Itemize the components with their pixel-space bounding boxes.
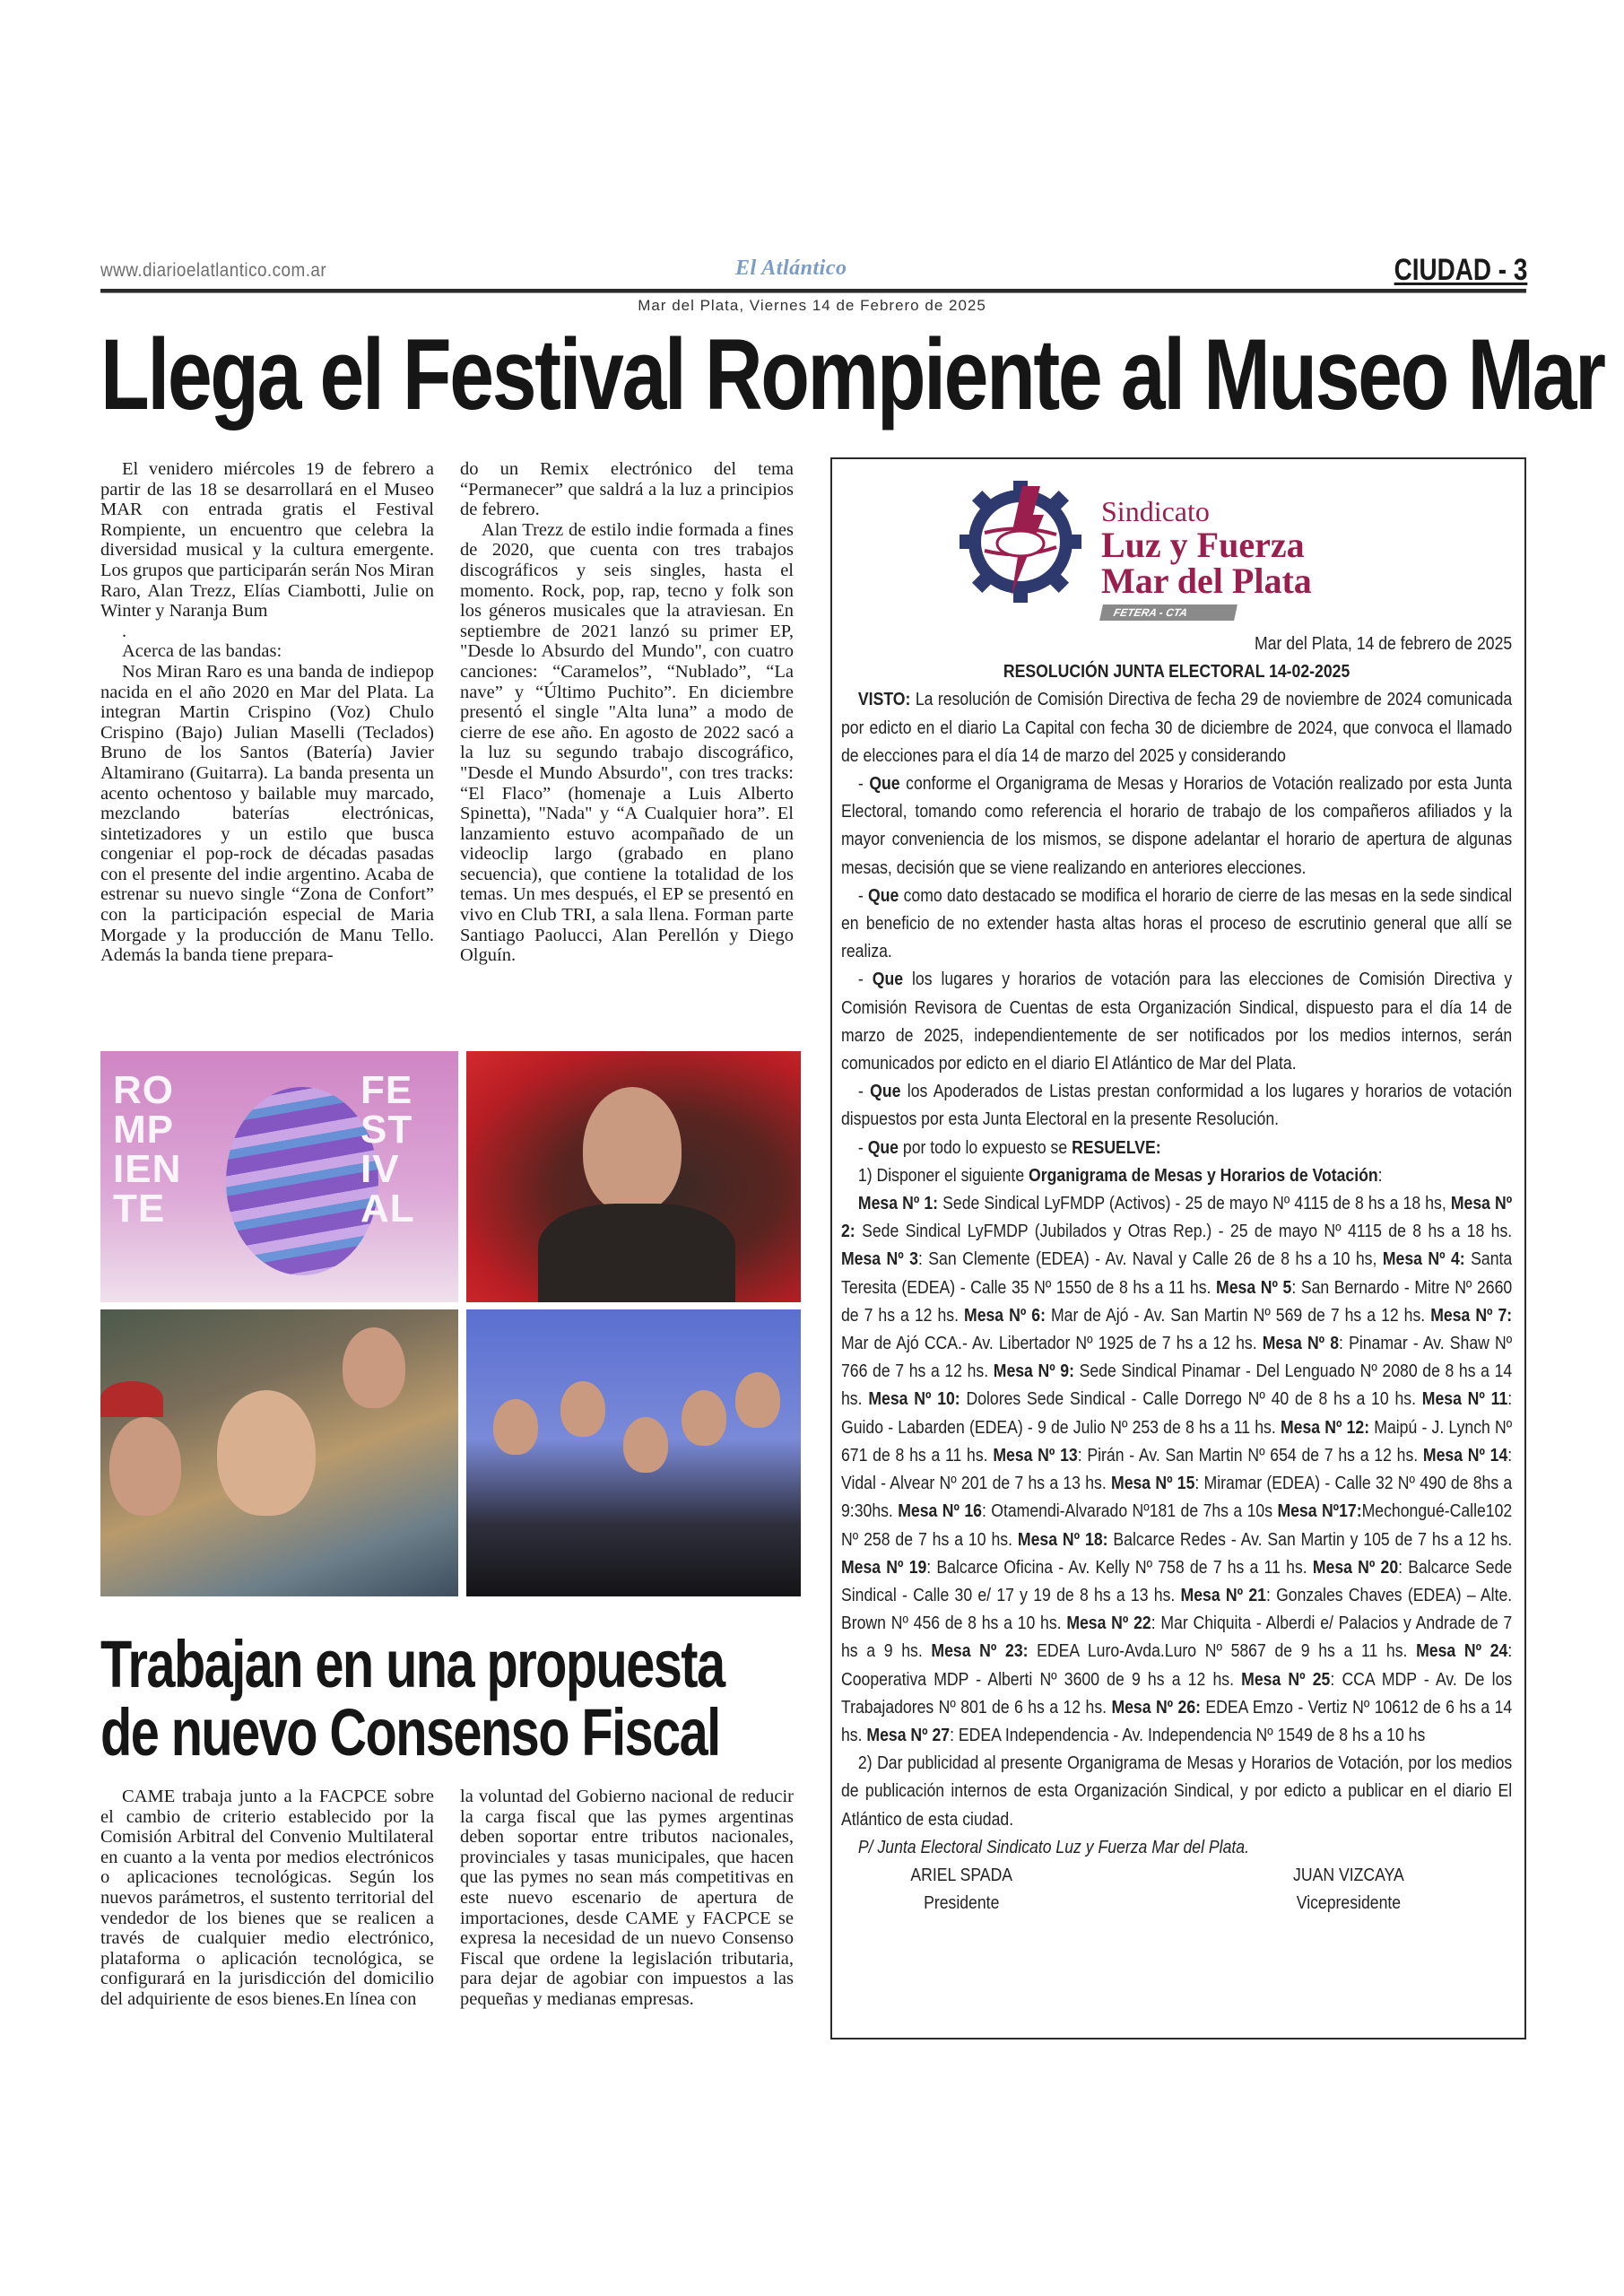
- paragraph: Nos Miran Raro es una banda de indiepop nacida en el año 2020 en Mar del Plata. La integran Martin Crispino (Voz) Chulo Crispino (Bajo) Julian Maselli (Teclados) Bruno de los Santos (Batería) Javier Altamirano (Guitarra). La banda presenta un acento ochentoso y bailable muy marcado, mezclando baterías electrónicas, sintetizadores y un estilo que busca congeniar el pop-rock de décadas pasadas con el presente del indie argentino. Acaba de estrenar su nuevo single “Zona de Confort” con la participación especial de Maria Morgade y la producción de Manu Tello. Además la banda tiene prepara-: [100, 661, 434, 966]
- mesa-label: Mesa Nº 3: [841, 1248, 918, 1270]
- article2-headline: [100, 1627, 725, 1770]
- mesa-label: Mesa Nº 12:: [1280, 1416, 1370, 1438]
- considerando-paragraph: - Que conforme el Organigrama de Mesas y Horarios de Votación realizado por esta Junta Electoral, tomando como referencia el horario de trabajo de los compañeros afiliados y la mayor conveniencia de los mismos, se dispone adelantar el horario de apertura de algunas mesas, decisión que se viene realizando en anteriores elecciones.: [841, 773, 1513, 878]
- band-group-photo-image: [466, 1309, 801, 1596]
- mesa-label: Mesa Nº 25: [1241, 1668, 1331, 1690]
- considerando-paragraph: - Que como dato destacado se modifica el horario de cierre de las mesas en la sede sindical en beneficio de no extender hasta altas horas el proceso de escrutinio general que allí se realiza.: [841, 884, 1513, 962]
- que-label: Que: [867, 1136, 899, 1158]
- mesa-label: Mesa Nº 18:: [1017, 1528, 1108, 1550]
- mesa-details: : Gonzales Chaves (EDEA) – Alte. Brown Nº 456 de 8 hs a 10 hs.: [841, 1584, 1513, 1634]
- poster-word: AL: [360, 1187, 415, 1231]
- paragraph: CAME trabaja junto a la FACPCE sobre el cambio de criterio establecido por la Comisión Arbitral del Convenio Multilateral en cuanto a la venta por medios electrónicos o aplicaciones tecnológicas. Según los nuevos parámetros, el sustento territorial del vendedor de los bienes que se realicen a través de cualquier medio electrónico, plataforma o aplicación tecnológica, se configurará en la jurisdicción del domicilio del adquiriente de esos bienes.En línea con: [100, 1787, 434, 2009]
- visto-label: VISTO:: [857, 689, 911, 710]
- legal-notice-box: [830, 457, 1526, 2039]
- mesa-label: Mesa Nº 15: [1111, 1473, 1195, 1494]
- mesa-label: Mesa Nº 7:: [1430, 1304, 1513, 1326]
- mesa-label: Mesa Nº 8: [1262, 1333, 1340, 1354]
- gear-handshake-icon: [958, 479, 1083, 604]
- mesa-label: Mesa Nº 21: [1180, 1584, 1266, 1605]
- mesa-details: Maipú - J. Lynch Nº 671 de 8 hs a 11 hs.: [841, 1416, 1513, 1465]
- signature-line: P/ Junta Electoral Sindicato Luz y Fuerza Mar del Plata.: [857, 1836, 1249, 1857]
- section-page-label: CIUDAD - 3: [1394, 253, 1527, 287]
- signatories: [841, 1861, 1512, 1917]
- signatory: [910, 1861, 1012, 1917]
- mesa-details: : Mar Chiquita - Alberdi e/ Palacios y Andrade de 7 hs a 9 hs.: [841, 1613, 1513, 1662]
- article-column-1: [100, 459, 434, 966]
- newspaper-logo: El Atlántico: [735, 257, 847, 280]
- union-name: [1101, 495, 1312, 599]
- mesa-details: Dolores Sede Sindical - Calle Dorrego Nº 40 de 8 hs a 10 hs.: [960, 1388, 1416, 1410]
- mesa-details: Balcarce Redes - Av. San Martin y 105 de 7 hs a 12 hs.: [1107, 1528, 1513, 1550]
- paragraph: do un Remix electrónico del tema “Permanecer” que saldrá a la luz a principios de febrero.: [460, 459, 794, 520]
- resolution-title: RESOLUCIÓN JUNTA ELECTORAL 14-02-2025: [1003, 661, 1350, 683]
- mesa-label: Mesa Nº 23:: [931, 1640, 1029, 1662]
- article-headline: Llega el Festival Rompiente al Museo Mar: [100, 318, 1604, 430]
- band-member-face: [623, 1417, 668, 1473]
- mesa-details: : San Bernardo - Mitre Nº 2660 de 7 hs a 12 hs.: [841, 1276, 1513, 1326]
- mesa-details: Sede Sindical LyFMDP (Activos) - 25 de mayo Nº 4115 de 8 hs a 18 hs,: [938, 1193, 1446, 1214]
- band-photo-image: [100, 1309, 458, 1596]
- band-member-face: [735, 1372, 780, 1428]
- mesa-label: Mesa Nº 11: [1421, 1388, 1508, 1410]
- mesa-label: Mesa Nº 6:: [964, 1304, 1046, 1326]
- visto-paragraph: [841, 685, 1512, 770]
- mesa-details: Mechongué-Calle102 Nº 258 de 7 hs a 10 hs.: [841, 1500, 1513, 1550]
- portrait-face: [583, 1087, 682, 1213]
- mesa-details: Santa Teresita (EDEA) - Calle 35 Nº 1550 de 8 hs a 11 hs.: [841, 1248, 1513, 1298]
- considerando-paragraph: - Que los lugares y horarios de votación para las elecciones de Comisión Directiva y Comisión Revisora de Cuentas de esta Organización Sindical, dispuesto para el día 14 de marzo de 2025, independientemente de ser notificados por los medios internos, serán comunicados por edicto en el diario El Atlántico de Mar del Plata.: [841, 969, 1513, 1074]
- paragraph: El venidero miércoles 19 de febrero a partir de las 18 se desarrollará en el Museo MAR con entrada gratis el Festival Rompiente, un encuentro que celebra la diversidad musical y la cultura emergente. Los grupos que participarán serán Nos Miran Raro, Alan Trezz, Elías Ciambotti, Julie on Winter y Naranja Bum: [100, 459, 434, 622]
- festival-poster-image: [100, 1051, 458, 1302]
- mesa-details: : Cooperativa MDP - Alberti Nº 3600 de 9 hs a 12 hs.: [841, 1640, 1513, 1690]
- que-label: Que: [872, 969, 904, 990]
- site-url[interactable]: www.diarioelatlantico.com.ar: [100, 260, 327, 281]
- mesa-details: Sede Sindical Pinamar - Del Lenguado Nº 2080 de 8 hs a 14 hs.: [841, 1361, 1513, 1410]
- mesa-details: Mar de Ajó - Av. San Martin Nº 569 de 7 hs a 12 hs.: [1045, 1304, 1426, 1326]
- mesa-label: Mesa Nº 1:: [857, 1193, 939, 1214]
- poster-word: IEN: [113, 1147, 182, 1191]
- resuelve-paragraph: - Que por todo lo expuesto se RESUELVE:: [857, 1136, 1161, 1158]
- poster-word: MP: [113, 1108, 174, 1152]
- union-name-line: Sindicato: [1101, 495, 1210, 527]
- poster-word: FE: [360, 1068, 413, 1112]
- poster-word: IV: [360, 1147, 400, 1191]
- red-beanie: [100, 1381, 163, 1417]
- mesa-label: Mesa Nº 26:: [1111, 1696, 1202, 1718]
- mesa-details: : Miramar (EDEA) - Calle 32 Nº 490 de 8hs a 9:30hs.: [841, 1473, 1513, 1522]
- mesa-details: : Guido - Labarden (EDEA) - 9 de Julio Nº 253 de 8 hs a 11 hs.: [841, 1388, 1513, 1438]
- band-member-face: [682, 1390, 726, 1446]
- mesa-label: Mesa Nº 24: [1416, 1640, 1508, 1662]
- union-name-line: Mar del Plata: [1101, 561, 1312, 601]
- union-logo: [958, 479, 1460, 619]
- mesa-details: : Balcarce Oficina - Av. Kelly Nº 758 de 7 hs a 11 hs.: [926, 1556, 1307, 1578]
- item-text: :: [1377, 1164, 1383, 1186]
- resuelve-text: por todo lo expuesto se: [898, 1136, 1073, 1158]
- considerando-text: los lugares y horarios de votación para las elecciones de Comisión Directiva y Comisión Revisora de Cuentas de esta Organización Sindical, dispuesto para el día 14 de marzo de 2025, independientemente de ser notificados por los medios internos, serán comunicados por edicto en el diario El Atlántico de Mar del Plata.: [841, 969, 1513, 1074]
- mesa-details: : San Clemente (EDEA) - Av. Naval y Calle 26 de 8 hs a 10 hs,: [917, 1248, 1377, 1270]
- que-label: Que: [870, 1081, 901, 1102]
- mesa-label: Mesa Nº 9:: [993, 1361, 1074, 1382]
- considerando-text: los Apoderados de Listas prestan conformidad a los lugares y horarios de votación dispuestos por esta Junta Electoral en la presente Resolución.: [841, 1081, 1513, 1130]
- considerando-text: como dato destacado se modifica el horario de cierre de las mesas en la sede sindical en beneficio de no extender hasta altas horas el proceso de escrutinio general que allí se realiza.: [841, 884, 1513, 962]
- resolution-text: [841, 630, 1512, 1917]
- headline-line: de nuevo Consenso Fiscal: [100, 1695, 720, 1770]
- musician-portrait-image: [466, 1051, 801, 1302]
- resuelve-label: RESUELVE:: [1072, 1136, 1161, 1158]
- poster-swirl-graphic: [226, 1087, 378, 1275]
- considerando-text: conforme el Organigrama de Mesas y Horarios de Votación realizado por esta Junta Electoral, tomando como referencia el horario de trabajo de los compañeros afiliados y la mayor conveniencia de los mismos, se dispone adelantar el horario de apertura de algunas mesas, decisión que se viene realizando en anteriores elecciones.: [841, 773, 1513, 878]
- portrait-body: [538, 1204, 735, 1302]
- mesa-details: : EDEA Independencia - Av. Independencia Nº 1549 de 8 hs a 10 hs: [950, 1724, 1426, 1745]
- mesa-label: Mesa Nº 14: [1422, 1444, 1508, 1465]
- mesa-label: Mesa Nº 20: [1312, 1556, 1399, 1578]
- article-column-2: [460, 459, 794, 966]
- mesa-label: Mesa Nº 27: [866, 1724, 951, 1745]
- mesa-label: Mesa Nº 16: [898, 1500, 982, 1522]
- item-1: [841, 1161, 1512, 1189]
- header-rule: [100, 289, 1526, 293]
- mesa-details: Sede Sindical LyFMDP (Jubilados y Otras Rep.) - 25 de mayo Nº 4115 de 8 hs a 18 hs.: [855, 1221, 1513, 1242]
- paragraph: Alan Trezz de estilo indie formada a fines de 2020, que cuenta con tres trabajos discográficos y seis singles, hasta el momento. Rock, pop, rap, tecno y folk son los géneros musicales que la atraviesan. En septiembre de 2021 lanzó su primer EP, "Desde lo Absurdo del Mundo", con cuatro canciones: “Caramelos”, “Nublado”, “La nave” y “Último Puchito”. En diciembre presentó el single "Alta luna” a modo de cierre de ese año. En agosto de 2022 sacó a la luz su segundo trabajo discográfico, "Desde el Mundo Absurdo", con tres tracks: “El Flaco” (homenaje a Luis Alberto Spinetta), "Nada" y “A Cualquier hora”. El lanzamiento estuvo acompañado de un videoclip largo (grabado en plano secuencia), que contiene la totalidad de los temas. Un mes después, el EP se presentó en vivo en Club TRI, a sala llena. Forman parte Santiago Paolucci, Alan Perellón y Diego Olguín.: [460, 519, 794, 966]
- article2-column-1: [100, 1787, 434, 2010]
- band-member-face: [493, 1399, 538, 1455]
- union-name-line: Luz y Fuerza: [1101, 525, 1305, 565]
- paragraph: Acerca de las bandas:: [122, 641, 282, 662]
- signatory-role: Vicepresidente: [1296, 1892, 1402, 1914]
- mesa-details: Mar de Ajó CCA.- Av. Libertador Nº 1925 de 7 hs a 12 hs.: [841, 1333, 1257, 1354]
- paragraph: .: [122, 621, 127, 641]
- mesa-details: : Balcarce Sede Sindical - Calle 30 e/ 17 y 19 de 8 hs a 13 hs.: [841, 1556, 1513, 1605]
- mesa-label: Mesa Nº17:: [1277, 1500, 1362, 1522]
- signatory: [1293, 1861, 1404, 1917]
- band-member-face: [217, 1390, 316, 1516]
- band-member-face: [109, 1417, 181, 1516]
- mesa-label: Mesa Nº 19: [841, 1556, 927, 1578]
- dateline: Mar del Plata, Viernes 14 de Febrero de 2025: [638, 297, 986, 314]
- mesa-details: : CCA MDP - Av. De los Trabajadores Nº 801 de 6 hs a 12 hs.: [841, 1668, 1513, 1718]
- mesa-details: : Vidal - Alvear Nº 201 de 7 hs a 13 hs.: [841, 1444, 1513, 1494]
- poster-word: ST: [360, 1108, 413, 1152]
- mesa-label: Mesa Nº 4:: [1382, 1248, 1465, 1270]
- poster-text-right: [360, 1068, 415, 1231]
- mesa-label: Mesa Nº 10:: [868, 1388, 960, 1410]
- mesa-details: EDEA Emzo - Vertiz Nº 10612 de 6 hs a 14 hs.: [841, 1696, 1513, 1745]
- que-label: Que: [869, 773, 900, 795]
- mesa-details: : Pirán - Av. San Martin Nº 654 de 7 hs a 12 hs.: [1077, 1444, 1419, 1465]
- mesa-label: Mesa Nº 13: [993, 1444, 1078, 1465]
- paragraph: la voluntad del Gobierno nacional de reducir la carga fiscal que las pymes argentinas deben soportar entre tributos nacionales, provinciales y tasas municipales, que hacen que las pymes no sean más competitivas en este nuevo escenario de apertura de importaciones, desde CAME y FACPCE se expresa la necesidad de un nuevo Consenso Fiscal que ordene la legislación tributaria, para dejar de agobiar con impuestos a las pequeñas y medianas empresas.: [460, 1787, 794, 2009]
- mesa-label: Mesa Nº 5: [1216, 1276, 1292, 1298]
- band-member-face: [343, 1327, 405, 1408]
- item-2: 2) Dar publicidad al presente Organigrama de Mesas y Horarios de Votación, por los medios de publicación internos de esta Organización Sindical, y por edicto a publicar en el diario El Atlántico de esta ciudad.: [841, 1752, 1513, 1830]
- signatory-name: ARIEL SPADA: [910, 1864, 1013, 1885]
- mesas-list: [841, 1189, 1512, 1749]
- poster-word: RO: [113, 1068, 174, 1112]
- notice-date: Mar del Plata, 14 de febrero de 2025: [1255, 633, 1513, 654]
- mesa-details: EDEA Luro-Avda.Luro Nº 5867 de 9 hs a 11 hs.: [1028, 1640, 1408, 1662]
- article2-column-2: [460, 1787, 794, 2010]
- que-label: Que: [868, 884, 899, 906]
- mesa-label: Mesa Nº 22: [1066, 1613, 1151, 1634]
- item-text: 1) Disponer el siguiente: [857, 1164, 1029, 1186]
- mesa-label: Mesa Nº 2:: [841, 1193, 1513, 1242]
- mesa-details: : Pinamar - Av. Shaw Nº 766 de 7 hs a 12 hs.: [841, 1333, 1513, 1382]
- item-bold: Organigrama de Mesas y Horarios de Votación: [1029, 1164, 1378, 1186]
- mesa-details: : Otamendi-Alvarado Nº181 de 7hs a 10s: [981, 1500, 1273, 1522]
- poster-word: TE: [113, 1187, 166, 1231]
- affiliation-badge: FETERA - CTA: [1099, 604, 1238, 621]
- poster-text-left: [113, 1068, 182, 1231]
- considerando-paragraph: - Que los Apoderados de Listas prestan conformidad a los lugares y horarios de votación dispuestos por esta Junta Electoral en la presente Resolución.: [841, 1081, 1513, 1130]
- visto-text: La resolución de Comisión Directiva de fecha 29 de noviembre de 2024 comunicada por edicto en el diario La Capital con fecha 30 de diciembre de 2024, que convoca el llamado de elecciones para el día 14 de marzo del 2025 y considerando: [841, 689, 1513, 766]
- band-member-face: [560, 1381, 605, 1437]
- signatory-role: Presidente: [924, 1892, 1000, 1914]
- headline-line: Trabajan en una propuesta: [100, 1627, 725, 1701]
- signatory-name: JUAN VIZCAYA: [1293, 1864, 1404, 1885]
